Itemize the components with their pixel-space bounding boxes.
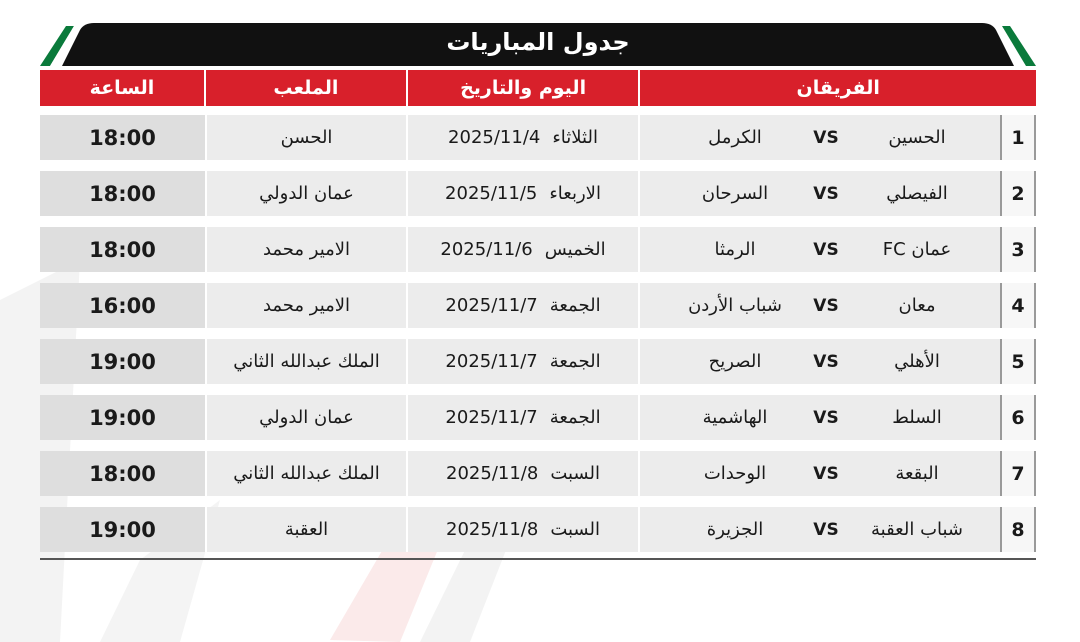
teams-cell bbox=[638, 115, 1000, 160]
title-bar bbox=[40, 22, 1036, 66]
date-cell bbox=[406, 115, 638, 160]
venue-cell: عمان الدولي bbox=[205, 171, 406, 216]
table-row bbox=[40, 227, 1036, 272]
home-team: السلط bbox=[892, 407, 942, 428]
teams-cell bbox=[638, 171, 1000, 216]
time-cell: 18:00 bbox=[40, 451, 205, 496]
away-team: الوحدات bbox=[703, 463, 767, 484]
date-cell bbox=[406, 395, 638, 440]
match-number: 6 bbox=[1000, 395, 1036, 440]
teams-cell bbox=[638, 451, 1000, 496]
date-cell bbox=[406, 451, 638, 496]
match-number: 2 bbox=[1000, 171, 1036, 216]
time-cell: 18:00 bbox=[40, 171, 205, 216]
home-team: معان bbox=[898, 295, 936, 316]
header-time: الساعة bbox=[89, 77, 155, 99]
header-venue: الملعب bbox=[204, 70, 406, 106]
match-number: 7 bbox=[1000, 451, 1036, 496]
page-title: جدول المباريات bbox=[446, 28, 630, 56]
vs-label: VS bbox=[813, 519, 839, 540]
table-row bbox=[40, 507, 1036, 552]
home-team: الحسين bbox=[888, 127, 946, 148]
away-team: السرحان bbox=[701, 183, 769, 204]
vs-label: VS bbox=[813, 183, 839, 204]
match-day: الجمعة bbox=[549, 351, 601, 372]
away-team: شباب الأردن bbox=[688, 295, 782, 316]
vs-label: VS bbox=[813, 463, 839, 484]
date-cell bbox=[406, 227, 638, 272]
away-team: الصريح bbox=[708, 351, 762, 372]
table-row bbox=[40, 171, 1036, 216]
away-team: الكرمل bbox=[708, 127, 762, 148]
away-team: الرمثا bbox=[714, 239, 756, 260]
match-day: الثلاثاء bbox=[552, 127, 598, 148]
away-team: الجزيرة bbox=[706, 519, 764, 540]
bottom-divider bbox=[40, 558, 1036, 560]
match-day: السبت bbox=[550, 463, 600, 484]
vs-label: VS bbox=[813, 127, 839, 148]
table-row bbox=[40, 283, 1036, 328]
teams-cell bbox=[638, 339, 1000, 384]
table-row bbox=[40, 115, 1036, 160]
match-day: الخميس bbox=[544, 239, 606, 260]
match-day: الجمعة bbox=[549, 295, 601, 316]
time-cell: 16:00 bbox=[40, 283, 205, 328]
date-cell bbox=[406, 283, 638, 328]
match-day: الاربعاء bbox=[549, 183, 601, 204]
match-date: 2025/11/4 bbox=[448, 127, 541, 148]
match-date: 2025/11/7 bbox=[445, 407, 538, 428]
match-day: الجمعة bbox=[549, 407, 601, 428]
venue-cell: الملك عبدالله الثاني bbox=[205, 339, 406, 384]
home-team: عمان FC bbox=[882, 239, 952, 260]
vs-label: VS bbox=[813, 351, 839, 372]
match-date: 2025/11/6 bbox=[440, 239, 533, 260]
home-team: الأهلي bbox=[894, 351, 940, 372]
home-team: الفيصلي bbox=[886, 183, 948, 204]
venue-cell: الامير محمد bbox=[205, 283, 406, 328]
venue-cell: العقبة bbox=[205, 507, 406, 552]
table-row bbox=[40, 339, 1036, 384]
match-day: السبت bbox=[550, 519, 600, 540]
table-row bbox=[40, 395, 1036, 440]
match-date: 2025/11/7 bbox=[445, 351, 538, 372]
match-number: 4 bbox=[1000, 283, 1036, 328]
header-teams: الفريقان bbox=[638, 70, 1036, 106]
vs-label: VS bbox=[813, 239, 839, 260]
match-number: 5 bbox=[1000, 339, 1036, 384]
header-date: اليوم والتاريخ bbox=[406, 70, 639, 106]
time-cell: 19:00 bbox=[40, 395, 205, 440]
away-team: الهاشمية bbox=[702, 407, 768, 428]
time-cell: 19:00 bbox=[40, 339, 205, 384]
time-cell: 19:00 bbox=[40, 507, 205, 552]
venue-cell: عمان الدولي bbox=[205, 395, 406, 440]
match-number: 1 bbox=[1000, 115, 1036, 160]
venue-cell: الامير محمد bbox=[205, 227, 406, 272]
date-cell bbox=[406, 507, 638, 552]
vs-label: VS bbox=[813, 295, 839, 316]
match-date: 2025/11/8 bbox=[446, 463, 539, 484]
match-number: 8 bbox=[1000, 507, 1036, 552]
home-team: شباب العقبة bbox=[870, 519, 964, 540]
teams-cell bbox=[638, 227, 1000, 272]
match-date: 2025/11/7 bbox=[445, 295, 538, 316]
teams-cell bbox=[638, 395, 1000, 440]
home-team: البقعة bbox=[895, 463, 939, 484]
matches-table bbox=[40, 115, 1036, 563]
date-cell bbox=[406, 171, 638, 216]
venue-cell: الملك عبدالله الثاني bbox=[205, 451, 406, 496]
match-date: 2025/11/8 bbox=[446, 519, 539, 540]
vs-label: VS bbox=[813, 407, 839, 428]
time-cell: 18:00 bbox=[40, 115, 205, 160]
teams-cell bbox=[638, 283, 1000, 328]
table-row bbox=[40, 451, 1036, 496]
time-cell: 18:00 bbox=[40, 227, 205, 272]
teams-cell bbox=[638, 507, 1000, 552]
match-date: 2025/11/5 bbox=[445, 183, 538, 204]
table-header bbox=[40, 70, 1036, 106]
date-cell bbox=[406, 339, 638, 384]
match-number: 3 bbox=[1000, 227, 1036, 272]
venue-cell: الحسن bbox=[205, 115, 406, 160]
